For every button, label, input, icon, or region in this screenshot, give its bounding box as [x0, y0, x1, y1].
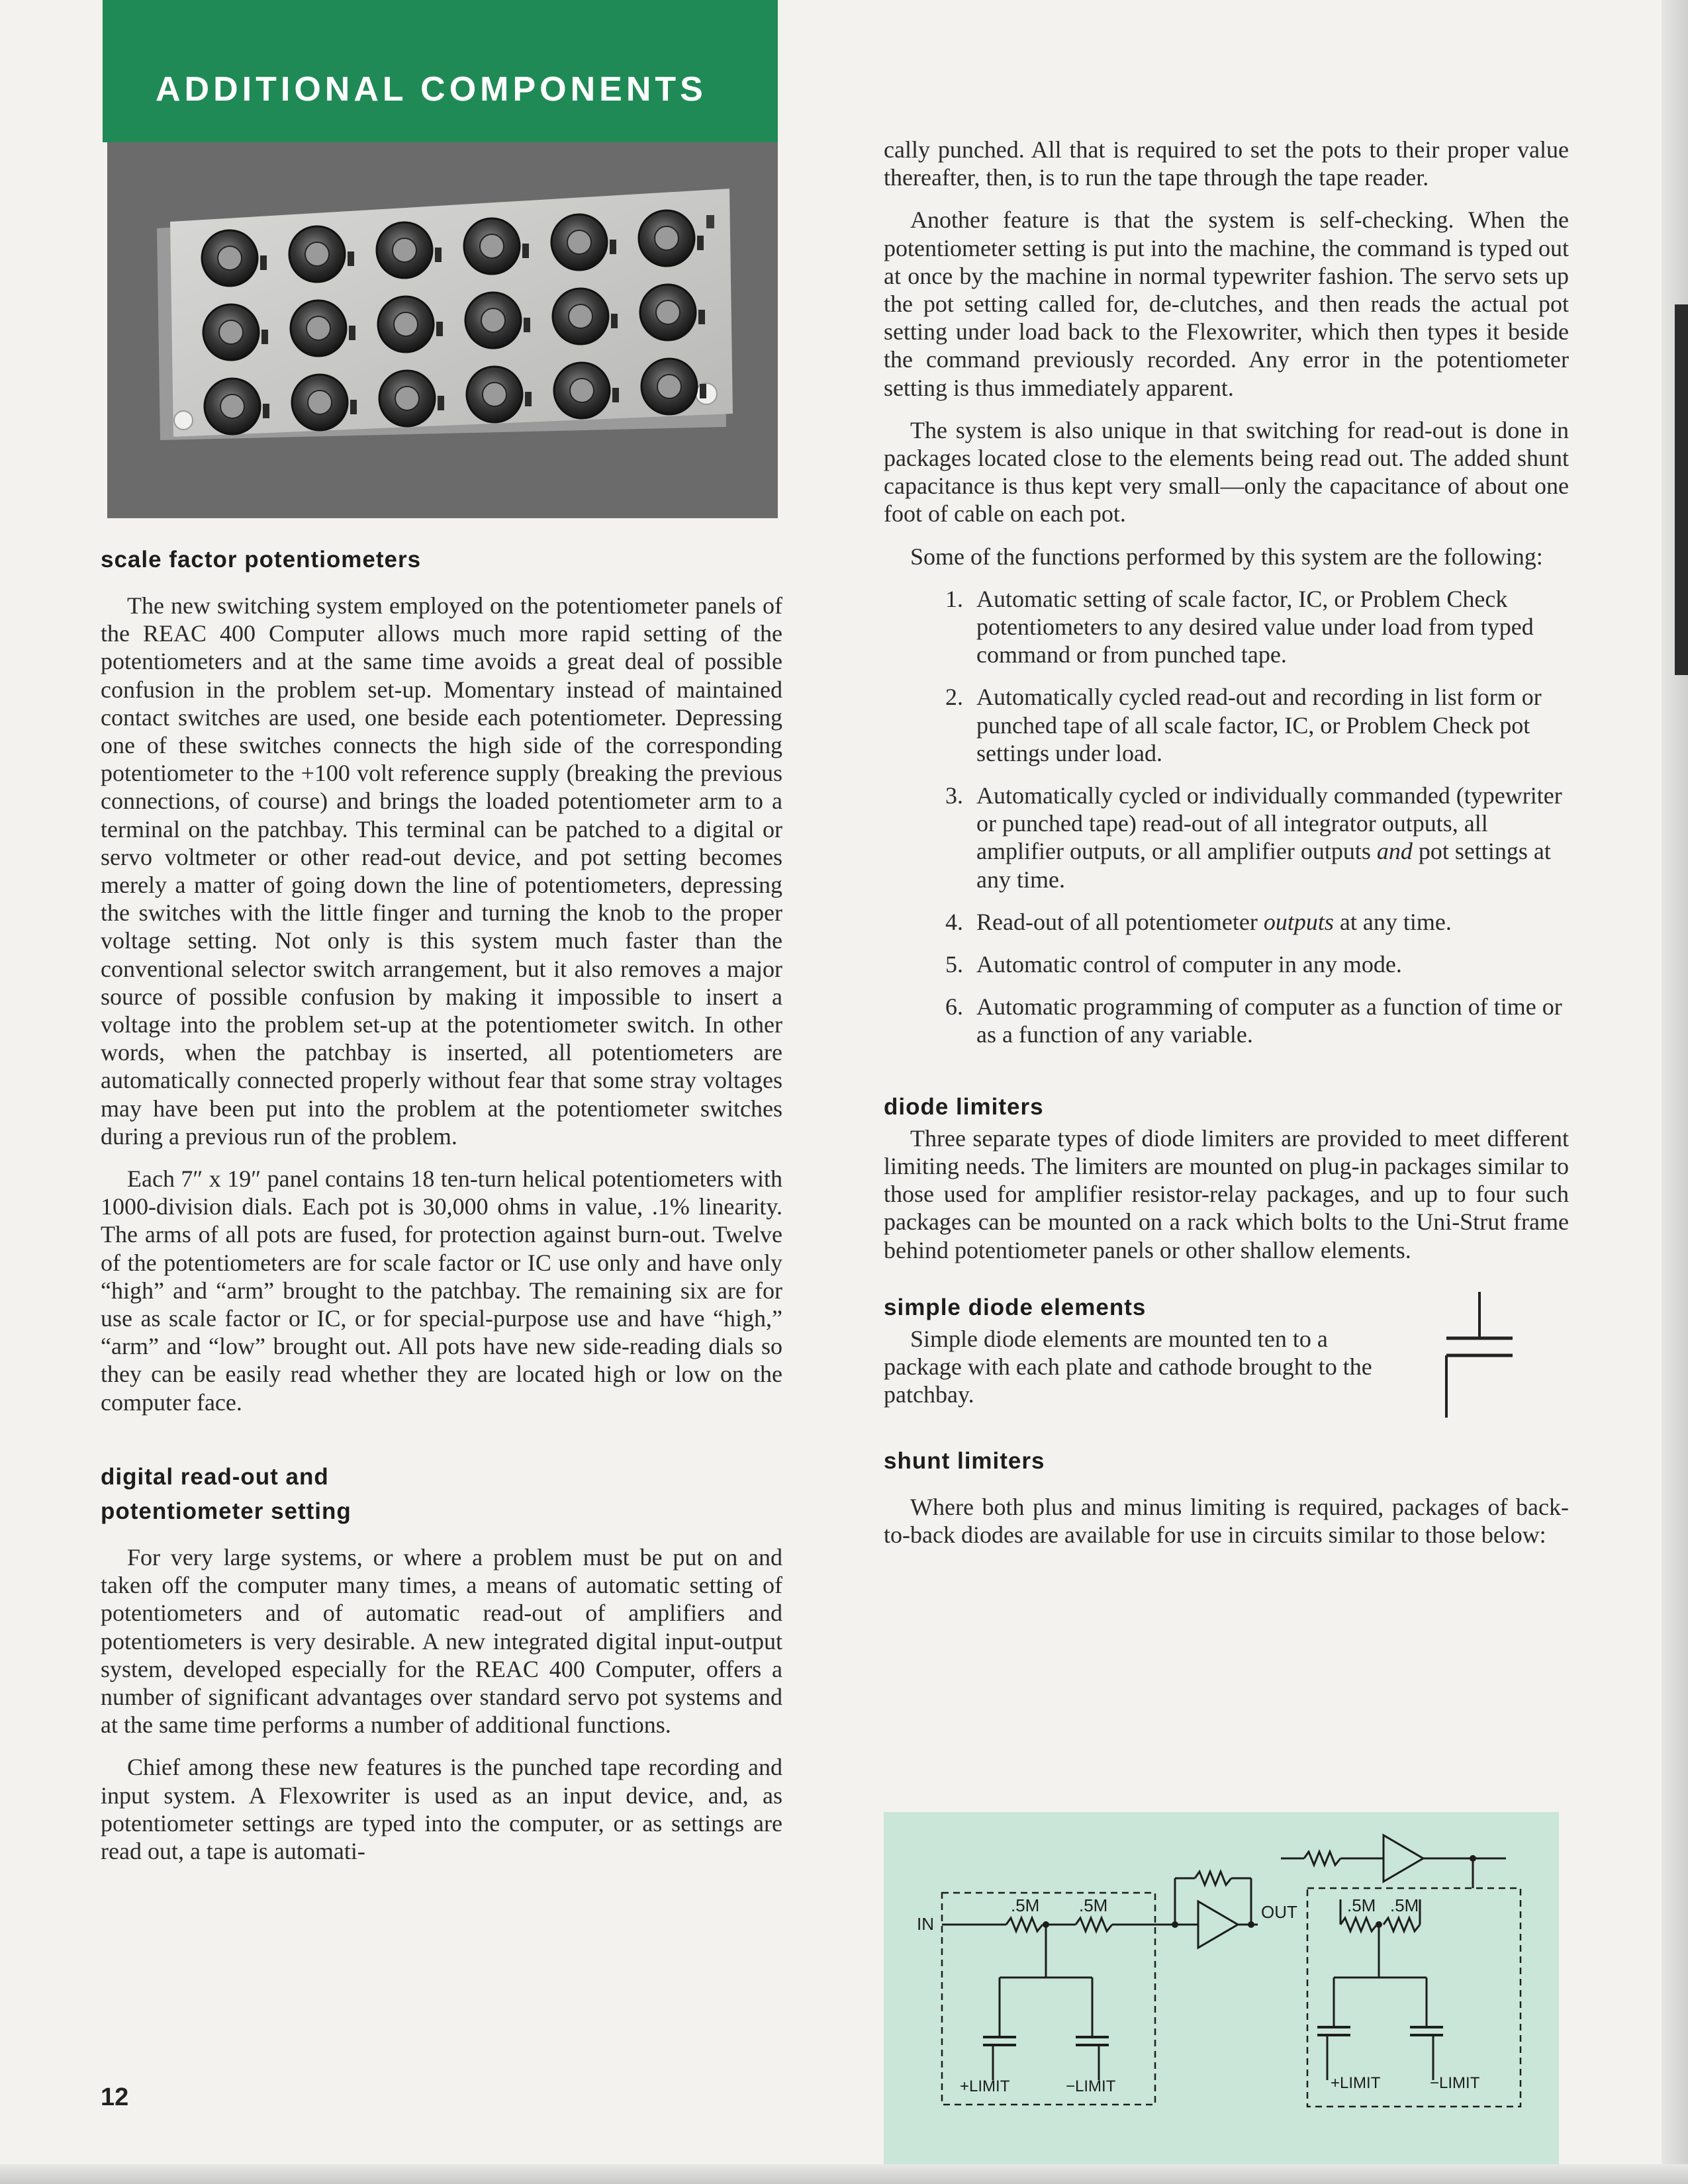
switch-toggle-icon [436, 322, 443, 336]
shunt-limiter-schematic [884, 1812, 1559, 2164]
knob-dial-icon [570, 379, 594, 402]
list-item: 1. Automatic setting of scale factor, IC, or Problem Check potentiometers to any desired value under load from typed command or from punched tape. [945, 585, 1534, 668]
list-item: 6. Automatic programming of computer as a function of time or as a function of any variable. [945, 993, 1562, 1048]
diode-symbol-icon [1443, 1292, 1516, 1418]
switch-toggle-icon [350, 400, 357, 414]
paragraph-panel-specs: Each 7″ x 19″ panel contains 18 ten-turn helical potentiometers with 1000-division dials. Each pot is 30,000 ohms in value, .1% linearity. The arms of all pots are fused, for protection against burn-out. Twelve of the potentiometers are for scale factor or IC use only and have only “high” and “arm” brought to the patchbay. The remaining six are for use as scale factor or IC, or for special-purpose use and have “high,” “arm” and “low” brought out. All pots have new side-reading dials so they can be easily read whether they are located high or low on the computer face. [101, 1165, 782, 1416]
list-item: 5. Automatic control of computer in any mode. [945, 951, 1402, 978]
potentiometer-panel-illustration [107, 142, 778, 518]
knob-dial-icon [393, 238, 416, 262]
plus-limit-label: +LIMIT [960, 2077, 1010, 2095]
paragraph-switching-packages: The system is also unique in that switching for read-out is done in packages located close to the elements being read out. The added shunt capacitance is thus kept very small—only the capacitance of about one foot of cable on each pot. [884, 416, 1569, 527]
minus-limit-label: −LIMIT [1066, 2077, 1116, 2095]
paragraph-large-systems: For very large systems, or where a problem must be put on and taken off the computer many times, a means of automatic setting of potentiometers and of automatic read-out of amplifiers and potentiometers is very desirable. A new integrated digital input-output system, developed especially for the REAC 400 Computer, offers a number of significant advantages over standard servo pot systems and at the same time performs a number of additional functions. [101, 1543, 782, 1739]
section-banner [103, 0, 778, 142]
edge-mark [1675, 304, 1688, 675]
resistor-label: .5M [1011, 1895, 1040, 1915]
potentiometer-panel-photo [107, 142, 778, 518]
knob-dial-icon [394, 312, 418, 336]
page-number: 12 [101, 2083, 129, 2111]
switch-toggle-icon [438, 396, 444, 410]
right-column [884, 136, 1569, 1549]
switch-toggle-icon [260, 255, 267, 270]
switch-toggle-icon [525, 392, 532, 406]
heading-simple-diode-elements: simple diode elements [884, 1294, 1147, 1320]
heading-scale-factor-potentiometers: scale factor potentiometers [101, 547, 422, 572]
out-label: OUT [1261, 1902, 1297, 1922]
resistor-label: .5M [1079, 1895, 1108, 1915]
paragraph-diode-limiters: Three separate types of diode limiters are provided to meet different limiting needs. The limiters are mounted on plug-in packages similar to those used for amplifier resistor-relay packages, and up to four such packages can be mounted on a rack which bolts to the Uni-Strut frame behind potentiometer panels or other shallow elements. [884, 1124, 1569, 1263]
left-column [101, 543, 782, 1865]
simple-diode-row [884, 1325, 1569, 1418]
switch-toggle-icon [435, 248, 442, 262]
paragraph-switching-system: The new switching system employed on the potentiometer panels of the REAC 400 Computer allows much more rapid setting of the potentiometers and at the same time avoids a great deal of possible confusion in the problem set-up. Momentary instead of maintained contact switches are used, one beside each potentiometer. Depressing one of these switches connects the high side of the corresponding potentiometer to the +100 volt reference supply (breaking the previous connections, of course) and brings the loaded potentiometer arm to a terminal on the patchbay. This terminal can be patched to a digital or servo voltmeter or other read-out device, and pot setting becomes merely a matter of going down the line of potentiometers, depressing the switches with the little finger and turning the knob to the proper voltage setting. Not only is this system much faster than the conventional selector switch arrangement, but it also removes a major source of possible confusion by making it impossible to insert a voltage into the problem set-up at the potentiometer switch. In other words, when the patchbay is inserted, all potentiometers are automatically connected properly without fear that some stray voltages may have been put into the problem at the potentiometer switches during a previous run of the problem. [101, 592, 782, 1150]
schematic-drawing [884, 1812, 1559, 2164]
knob-dial-icon [219, 320, 243, 344]
switch-toggle-icon [349, 326, 355, 340]
switch-toggle-icon [697, 236, 704, 250]
paragraph-shunt-limiters: Where both plus and minus limiting is required, packages of back-to-back diodes are available for use in circuits similar to those below: [884, 1493, 1569, 1548]
paragraph-punched-tape: Chief among these new features is the punched tape recording and input system. A Flexowriter is used as an input device, and, as potentiometer settings are typed into the computer, or as settings are read out, a tape is automati- [101, 1754, 782, 1864]
switch-toggle-icon [261, 330, 268, 344]
switch-toggle-icon [524, 318, 530, 332]
banner-title: ADDITIONAL COMPONENTS [156, 70, 707, 109]
list-item: 4. Read-out of all potentiometer outputs at any time. [945, 908, 1452, 935]
knob-dial-icon [655, 226, 679, 250]
paragraph-functions-intro: Some of the functions performed by this system are the following: [910, 543, 1543, 570]
heading-diode-limiters: diode limiters [884, 1093, 1044, 1120]
heading-shunt-limiters: shunt limiters [884, 1447, 1045, 1474]
switch-toggle-icon [612, 388, 619, 402]
knob-dial-icon [483, 383, 506, 406]
knob-dial-icon [657, 375, 681, 398]
switch-toggle-icon [700, 384, 706, 398]
switch-toggle-icon [611, 314, 618, 328]
knob-dial-icon [480, 234, 504, 258]
list-item: 2. Automatically cycled read-out and recording in list form or punched tape of all scale factor, IC, or Problem Check pot settings under load. [945, 684, 1542, 766]
in-label: IN [917, 1914, 934, 1934]
resistor-label: .5M [1347, 1895, 1376, 1915]
paragraph-self-checking: Another feature is that the system is self-checking. When the potentiometer setting is put into the machine, the command is typed out at once by the machine in normal typewriter fashion. The servo sets up the pot setting called for, de-clutches, and then reads the actual pot setting under load back to the Flexowriter, which then types it beside the command previously recorded. Any error in the potentiometer setting is thus immediately apparent. [884, 206, 1569, 401]
switch-toggle-icon [698, 310, 705, 324]
switch-toggle-icon [610, 240, 616, 254]
paragraph-tape-continued: cally punched. All that is required to set the pots to their proper value thereafter, then, is to run the tape through the tape reader. [884, 136, 1569, 191]
knob-dial-icon [220, 394, 244, 418]
plus-limit-label: +LIMIT [1331, 2074, 1381, 2092]
switch-toggle-icon [522, 244, 529, 258]
functions-list [884, 585, 1569, 1049]
knob-dial-icon [656, 300, 680, 324]
knob-dial-icon [308, 390, 332, 414]
knob-dial-icon [395, 387, 419, 410]
knob-dial-icon [306, 316, 330, 340]
knob-dial-icon [305, 242, 329, 266]
knob-dial-icon [567, 230, 591, 254]
paragraph-simple-diode: Simple diode elements are mounted ten to a package with each plate and cathode brought to the patchbay. [884, 1325, 1372, 1408]
switch-toggle-icon [263, 404, 269, 418]
switch-toggle-icon [348, 251, 354, 266]
page-bottom-shadow [0, 2164, 1688, 2184]
knob-dial-icon [218, 246, 242, 270]
minus-limit-label: −LIMIT [1430, 2074, 1480, 2092]
knob-dial-icon [481, 308, 505, 332]
knob-dial-icon [569, 304, 592, 328]
list-item: 3. Automatically cycled or individually commanded (typewriter or punched tape) read-out of all integrator outputs, all amplifier outputs, or all amplifier outputs and pot settings at any time. [945, 782, 1562, 893]
heading-digital-read-out: digital read-out and potentiometer setting [101, 1463, 352, 1524]
resistor-label: .5M [1390, 1895, 1419, 1915]
